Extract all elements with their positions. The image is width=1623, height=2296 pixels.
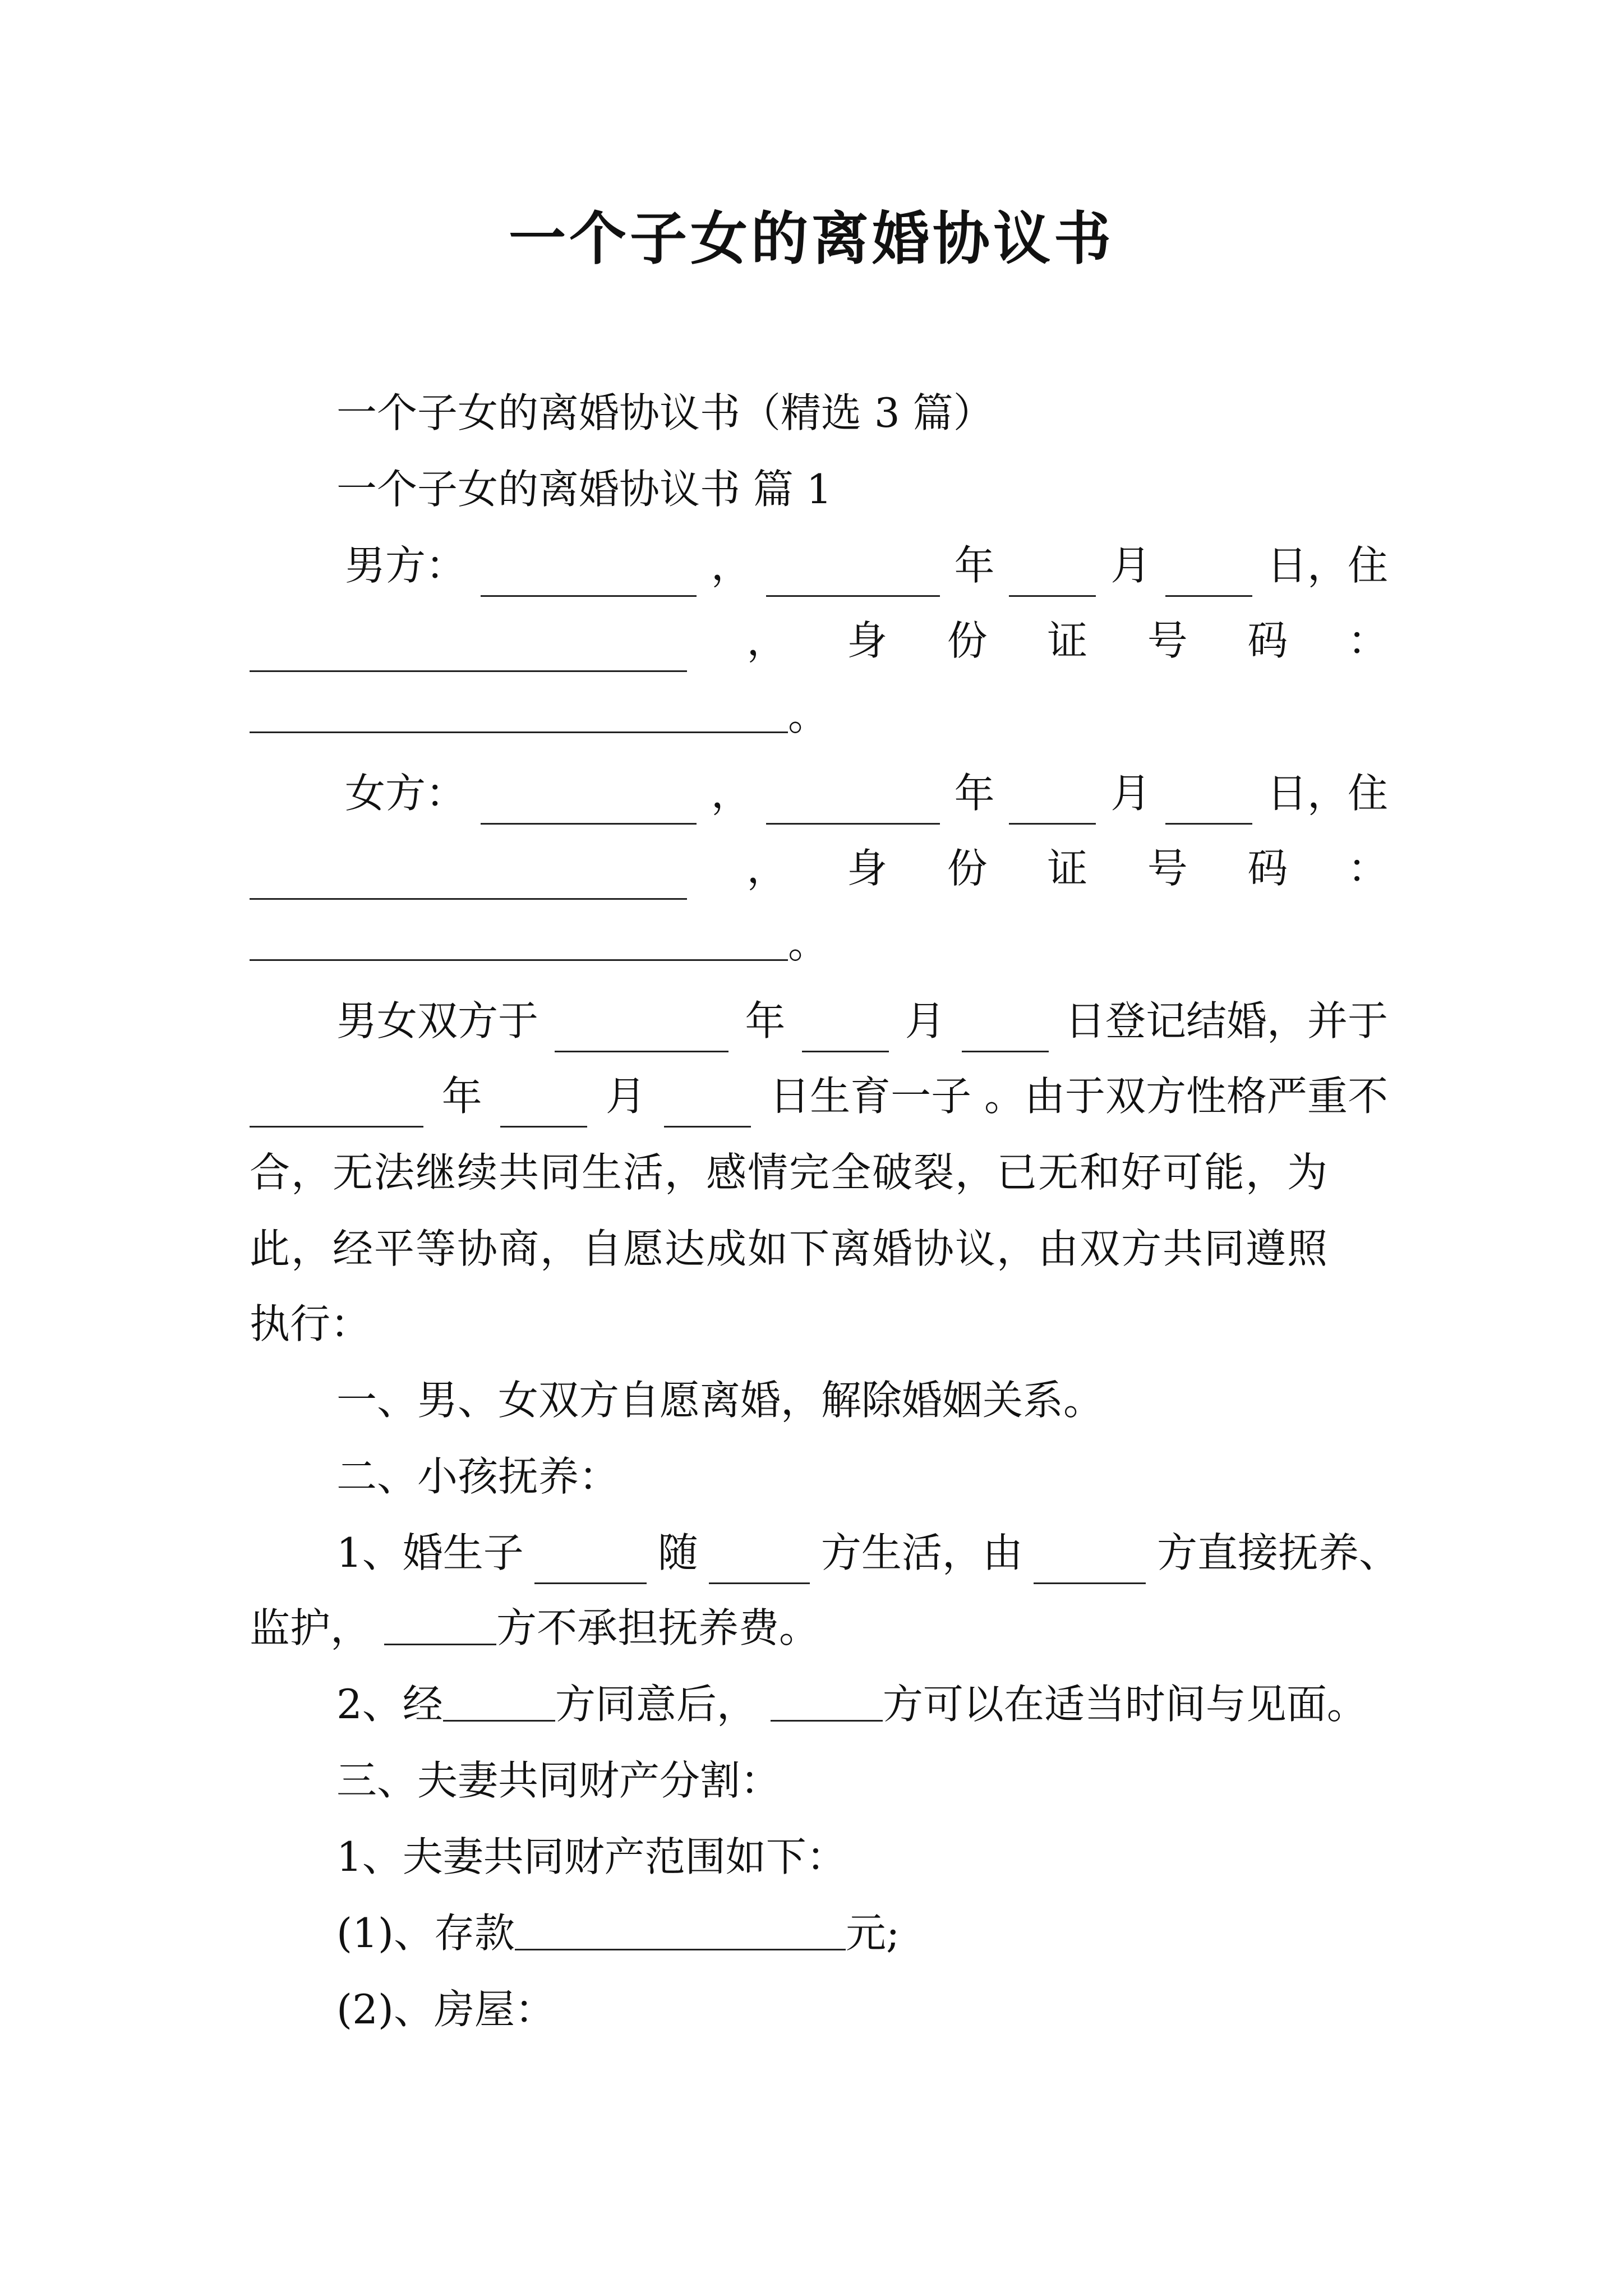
marriage-month-blank bbox=[802, 1014, 889, 1052]
male-address-blank bbox=[250, 633, 687, 672]
marriage-text: 日生育一子 。由于双方性格严重不 bbox=[769, 1073, 1388, 1120]
visitation-text: 方可以在适当时间与见面。 bbox=[882, 1681, 1367, 1728]
marriage-year-label: 年 bbox=[745, 997, 786, 1045]
marriage-line-1 bbox=[250, 993, 1388, 1049]
male-id-char: 身 bbox=[847, 617, 888, 664]
female-id-line bbox=[250, 840, 1388, 896]
deposit-text: (1)、存款 bbox=[336, 1910, 515, 1957]
clause-2-heading: 二、小孩抚养： bbox=[336, 1453, 620, 1500]
female-comma: ， bbox=[711, 770, 751, 817]
child-name-blank bbox=[534, 1545, 647, 1584]
female-id-number-blank bbox=[250, 922, 788, 961]
female-id-char: 号 bbox=[1147, 845, 1188, 892]
custody-text: 监护， bbox=[250, 1604, 371, 1651]
marriage-text: 日登记结婚，并于 bbox=[1064, 997, 1388, 1045]
male-id-number-blank bbox=[250, 694, 788, 733]
male-party-line bbox=[250, 537, 1388, 593]
clause-1: 一、男、女双方自愿离婚，解除婚姻关系。 bbox=[336, 1377, 1104, 1424]
support-party-blank bbox=[384, 1607, 496, 1645]
male-birth-month-blank bbox=[1009, 558, 1096, 597]
male-year-label: 年 bbox=[954, 542, 995, 589]
house-line: (2)、房屋： bbox=[336, 1986, 555, 2033]
custody-text: 随 bbox=[657, 1529, 698, 1576]
male-id-number-line bbox=[250, 688, 828, 744]
visitation-text: 2、经 bbox=[336, 1681, 443, 1728]
document-title: 一个子女的离婚协议书 bbox=[509, 205, 1114, 273]
male-label: 男方： bbox=[345, 542, 467, 589]
marriage-line-5: 执行： bbox=[250, 1300, 371, 1347]
female-id-comma: ， bbox=[746, 845, 787, 892]
visiting-party-blank bbox=[771, 1683, 883, 1722]
female-day-live-label: 日，住 bbox=[1266, 770, 1388, 817]
male-id-char: ： bbox=[1347, 617, 1388, 664]
male-name-blank bbox=[481, 558, 697, 597]
visitation-line bbox=[336, 1676, 1367, 1732]
male-comma: ， bbox=[711, 542, 751, 589]
female-address-blank bbox=[250, 861, 687, 900]
female-id-char: 身 bbox=[847, 845, 888, 892]
female-id-char: ： bbox=[1347, 845, 1388, 892]
male-id-char: 证 bbox=[1047, 617, 1088, 664]
male-id-comma: ， bbox=[746, 617, 787, 664]
visitation-text: 方同意后， bbox=[555, 1681, 757, 1728]
male-id-char: 份 bbox=[947, 617, 988, 664]
male-id-line bbox=[250, 613, 1388, 669]
male-end-period: 。 bbox=[788, 692, 829, 739]
female-end-period: 。 bbox=[788, 920, 829, 967]
custody-text: 方不承担抚养费。 bbox=[496, 1604, 820, 1651]
female-name-blank bbox=[481, 786, 697, 825]
birth-month-label: 月 bbox=[605, 1073, 646, 1120]
deposit-line bbox=[336, 1905, 900, 1961]
female-id-number-line bbox=[250, 915, 828, 972]
male-day-live-label: 日，住 bbox=[1266, 542, 1388, 589]
custody-text: 方直接抚养、 bbox=[1156, 1529, 1399, 1576]
female-label: 女方： bbox=[345, 770, 467, 817]
female-year-label: 年 bbox=[954, 770, 995, 817]
female-birth-day-blank bbox=[1165, 786, 1252, 825]
female-id-char: 份 bbox=[947, 845, 988, 892]
marriage-line-4: 此，经平等协商，自愿达成如下离婚协议，由双方共同遵照 bbox=[250, 1225, 1329, 1272]
marriage-text: 男女双方于 bbox=[336, 997, 539, 1045]
subtitle: 一个子女的离婚协议书（精选 3 篇） bbox=[336, 389, 994, 436]
deposit-text: 元; bbox=[846, 1910, 900, 1957]
clause-3-heading: 三、夫妻共同财产分割： bbox=[336, 1757, 781, 1804]
custody-line-2 bbox=[250, 1600, 819, 1656]
birth-year-blank bbox=[250, 1089, 423, 1128]
female-party-line bbox=[250, 765, 1388, 821]
section-heading: 一个子女的离婚协议书 篇 1 bbox=[336, 466, 832, 513]
birth-month-blank bbox=[500, 1089, 587, 1128]
custody-text: 方生活，由 bbox=[820, 1529, 1023, 1576]
male-birth-day-blank bbox=[1165, 558, 1252, 597]
female-month-label: 月 bbox=[1110, 770, 1151, 817]
female-id-char: 码 bbox=[1247, 845, 1288, 892]
female-birth-year-blank bbox=[766, 786, 940, 825]
marriage-month-label: 月 bbox=[905, 997, 946, 1045]
birth-year-label: 年 bbox=[441, 1073, 482, 1120]
raising-party-blank bbox=[1034, 1545, 1146, 1584]
property-scope: 1、夫妻共同财产范围如下： bbox=[336, 1833, 847, 1880]
male-id-char: 码 bbox=[1247, 617, 1288, 664]
consent-party-blank bbox=[443, 1683, 555, 1722]
custodial-party-blank bbox=[709, 1545, 810, 1584]
male-month-label: 月 bbox=[1110, 542, 1151, 589]
custody-text: 1、婚生子 bbox=[336, 1529, 524, 1576]
marriage-year-blank bbox=[555, 1014, 728, 1052]
marriage-line-3: 合，无法继续共同生活，感情完全破裂，已无和好可能，为 bbox=[250, 1149, 1329, 1196]
male-id-char: 号 bbox=[1147, 617, 1188, 664]
marriage-line-2 bbox=[250, 1068, 1388, 1124]
marriage-day-blank bbox=[962, 1014, 1049, 1052]
deposit-amount-blank bbox=[515, 1912, 846, 1950]
birth-day-blank bbox=[664, 1089, 751, 1128]
female-birth-month-blank bbox=[1009, 786, 1096, 825]
custody-line-1 bbox=[250, 1525, 1399, 1581]
male-birth-year-blank bbox=[766, 558, 940, 597]
female-id-char: 证 bbox=[1047, 845, 1088, 892]
